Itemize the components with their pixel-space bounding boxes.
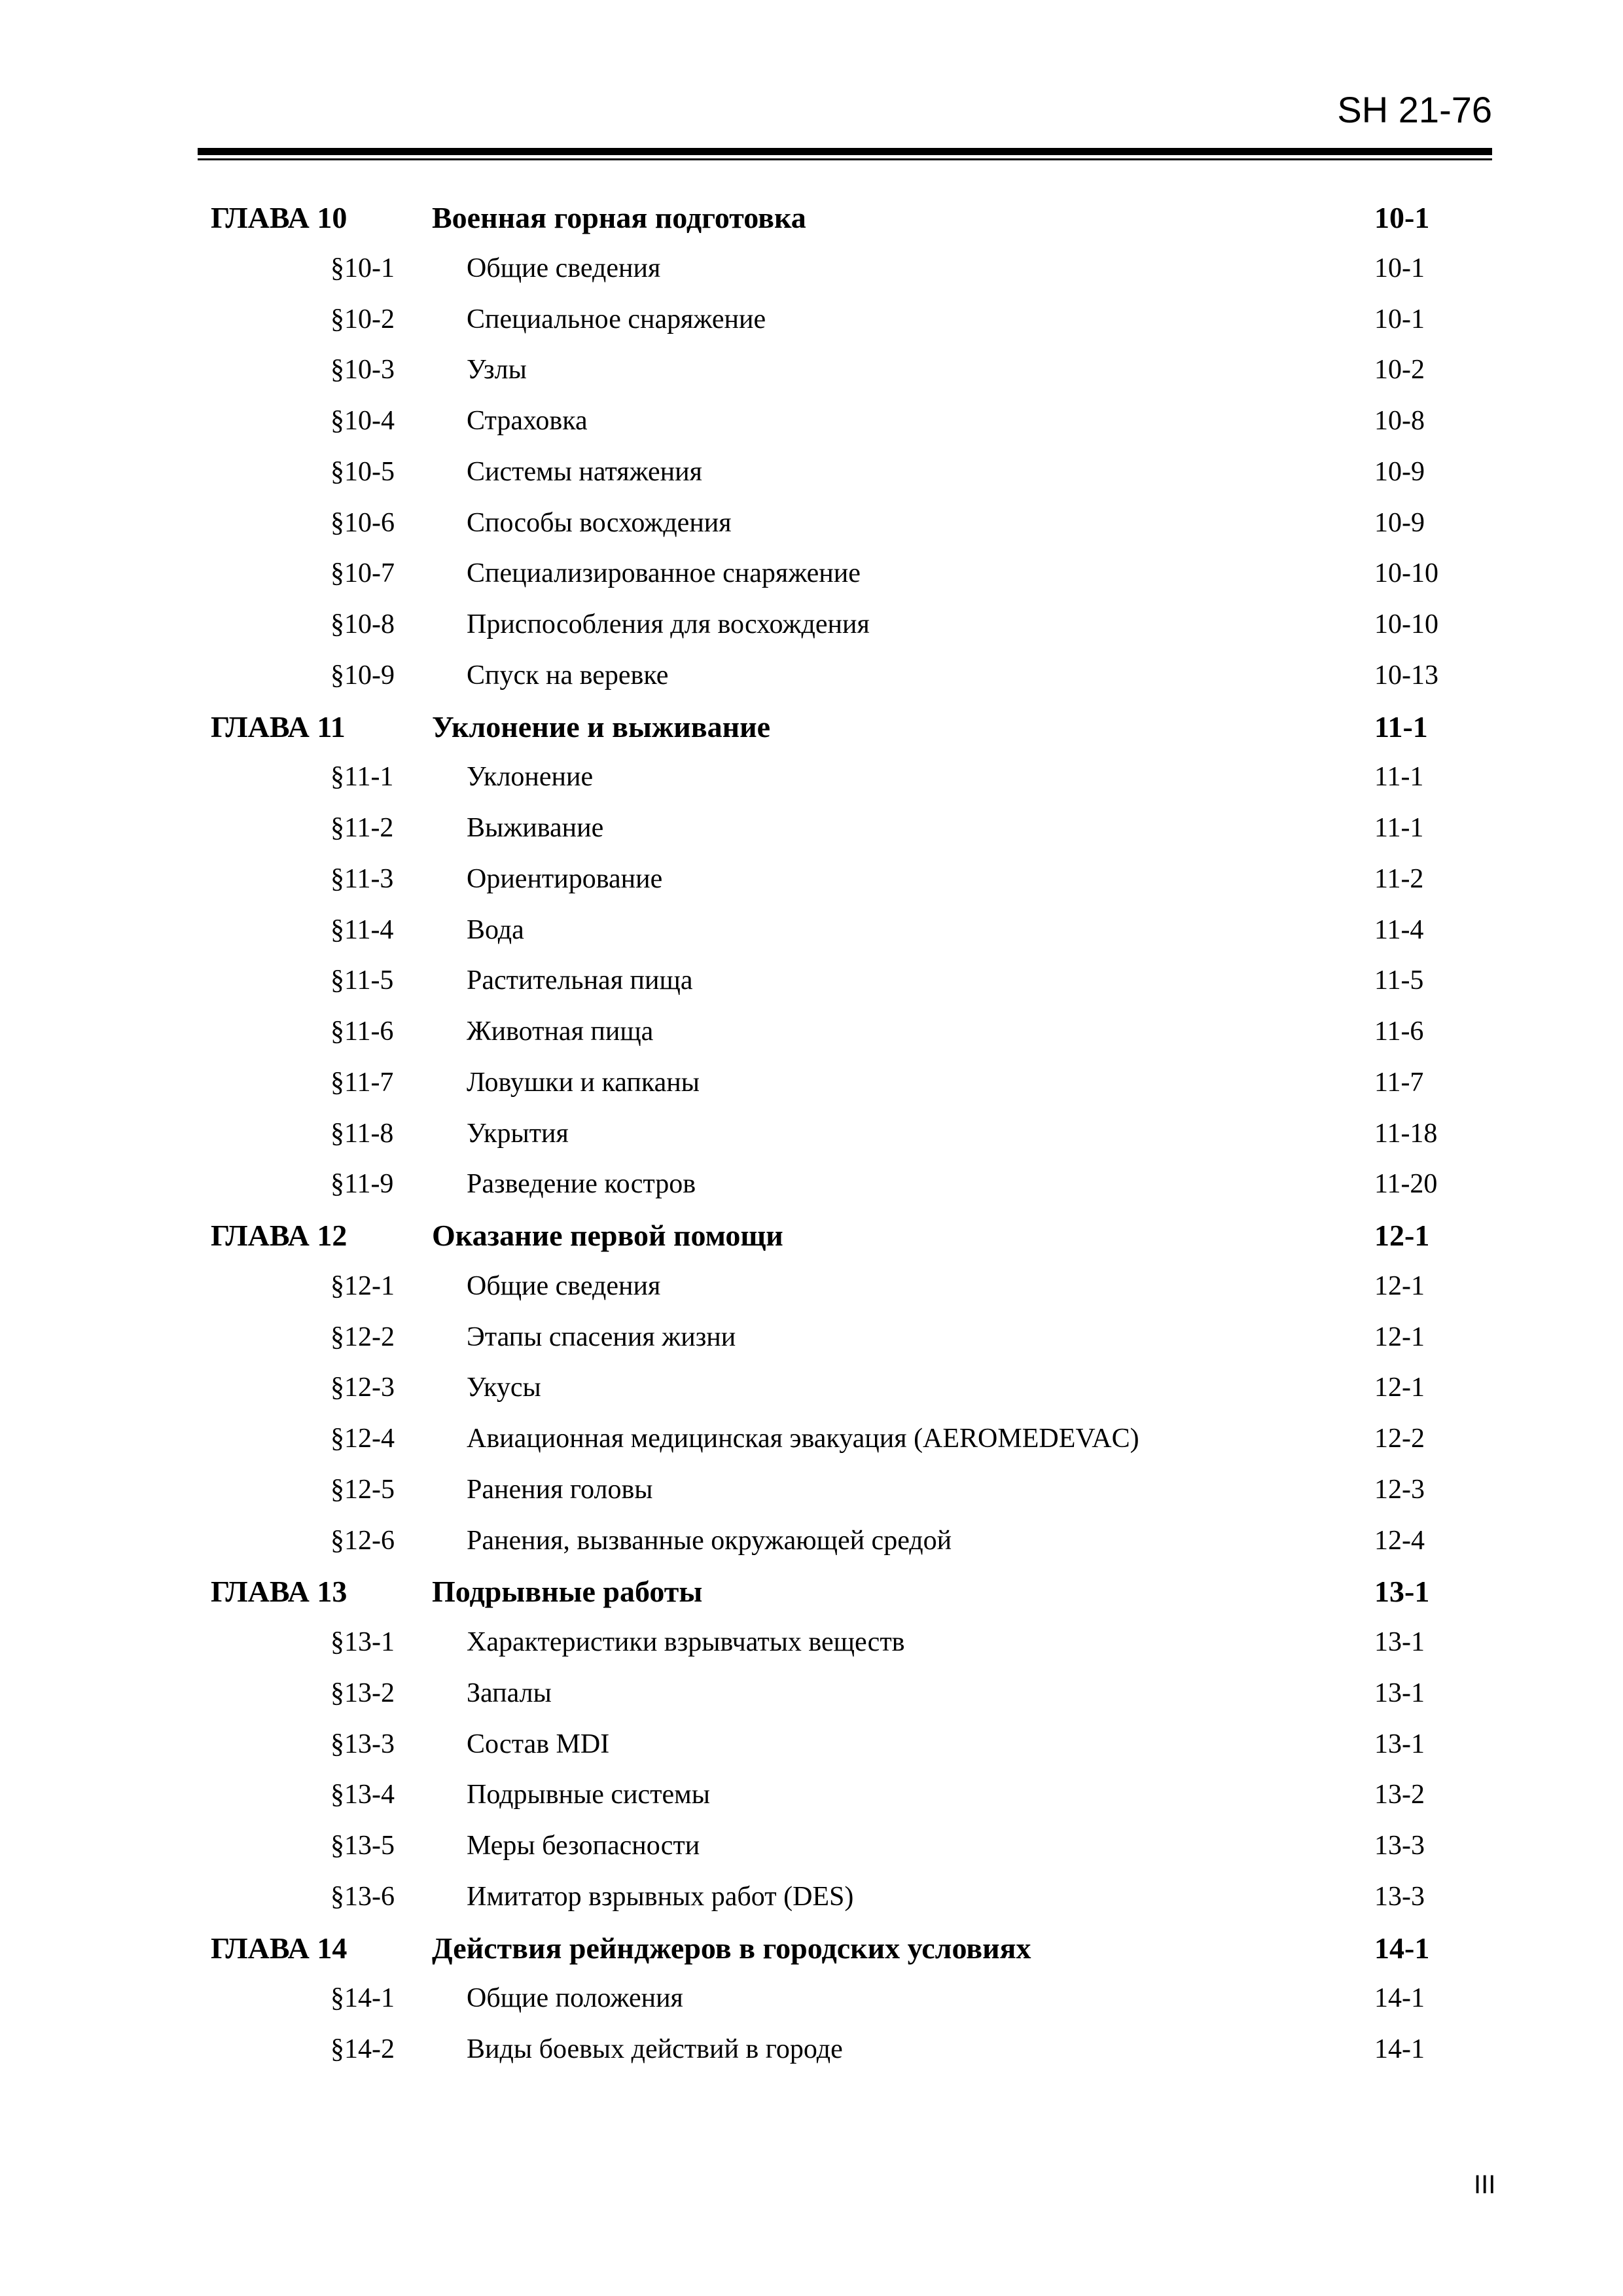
section-title: Имитатор взрывных работ (DES)	[467, 1881, 854, 1912]
toc-section-row[interactable]	[0, 651, 1623, 702]
section-page: 10-10	[1374, 558, 1438, 589]
toc-section-row[interactable]	[0, 803, 1623, 854]
section-number: §10-6	[330, 507, 395, 538]
section-number: §13-6	[330, 1881, 395, 1912]
section-page: 10-2	[1374, 355, 1425, 386]
header-rule-thick	[198, 148, 1492, 155]
toc-section-row[interactable]	[0, 2024, 1623, 2075]
chapter-label: ГЛАВА 11	[211, 709, 346, 744]
section-title: Авиационная медицинская эвакуация (AEROMEDEVAC)	[467, 1424, 1139, 1454]
toc-section-row[interactable]	[0, 752, 1623, 803]
chapter-label: ГЛАВА 14	[211, 1931, 348, 1965]
toc-section-row[interactable]	[0, 1414, 1623, 1465]
section-page: 12-1	[1374, 1270, 1425, 1301]
chapter-title: Подрывные работы	[432, 1575, 703, 1609]
section-title: Общие положения	[467, 1983, 683, 2014]
section-page: 14-1	[1374, 1983, 1425, 2014]
toc-section-row[interactable]	[0, 548, 1623, 600]
section-number: §12-3	[330, 1372, 395, 1403]
section-number: §10-3	[330, 355, 395, 386]
section-number: §13-3	[330, 1729, 395, 1759]
section-title: Выживание	[467, 813, 604, 843]
section-number: §11-3	[330, 863, 394, 894]
section-number: §13-4	[330, 1780, 395, 1810]
section-title: Животная пища	[467, 1016, 654, 1047]
section-number: §13-5	[330, 1831, 395, 1861]
document-code: SH 21-76	[1337, 89, 1492, 130]
section-page: 11-2	[1374, 863, 1424, 894]
toc-chapter-row[interactable]	[0, 1923, 1623, 1974]
chapter-title: Уклонение и выживание	[432, 709, 771, 744]
toc-section-row[interactable]	[0, 1516, 1623, 1567]
section-title: Вода	[467, 914, 524, 945]
toc-section-row[interactable]	[0, 1617, 1623, 1668]
section-page: 10-13	[1374, 660, 1438, 691]
toc-section-row[interactable]	[0, 1363, 1623, 1414]
toc-section-row[interactable]	[0, 447, 1623, 498]
section-title: Общие сведения	[467, 1270, 661, 1301]
section-title: Состав MDI	[467, 1729, 610, 1759]
section-page: 13-1	[1374, 1729, 1425, 1759]
section-number: §11-8	[330, 1118, 394, 1149]
toc-section-row[interactable]	[0, 854, 1623, 905]
section-title: Растительная пища	[467, 965, 693, 996]
chapter-page: 10-1	[1374, 201, 1430, 234]
section-number: §10-8	[330, 609, 395, 639]
section-page: 10-1	[1374, 253, 1425, 283]
toc-chapter-row[interactable]	[0, 702, 1623, 753]
section-number: §10-2	[330, 304, 395, 334]
toc-section-row[interactable]	[0, 1058, 1623, 1109]
section-page: 11-5	[1374, 965, 1424, 996]
header-rule-thin	[198, 158, 1492, 160]
toc-section-row[interactable]	[0, 1719, 1623, 1770]
toc-section-row[interactable]	[0, 1109, 1623, 1160]
section-number: §10-9	[330, 660, 395, 691]
section-number: §14-2	[330, 2034, 395, 2064]
page-number: III	[1474, 2170, 1496, 2199]
section-title: Ранения головы	[467, 1474, 653, 1505]
section-page: 13-3	[1374, 1881, 1425, 1912]
section-title: Разведение костров	[467, 1169, 696, 1200]
toc-section-row[interactable]	[0, 1872, 1623, 1923]
chapter-title: Военная горная подготовка	[432, 201, 806, 234]
section-title: Спуск на веревке	[467, 660, 669, 691]
section-number: §12-5	[330, 1474, 395, 1505]
section-number: §11-2	[330, 813, 394, 843]
section-number: §12-6	[330, 1525, 395, 1556]
section-title: Укусы	[467, 1372, 541, 1403]
section-page: 11-1	[1374, 813, 1424, 843]
section-title: Страховка	[467, 406, 588, 436]
section-page: 13-2	[1374, 1780, 1425, 1810]
section-title: Ориентирование	[467, 863, 663, 894]
chapter-title: Оказание первой помощи	[432, 1219, 783, 1252]
section-title: Способы восхождения	[467, 507, 732, 538]
section-page: 12-3	[1374, 1474, 1425, 1505]
section-number: §13-2	[330, 1677, 395, 1708]
section-page: 12-1	[1374, 1372, 1425, 1403]
section-page: 12-2	[1374, 1424, 1425, 1454]
section-title: Меры безопасности	[467, 1831, 700, 1861]
section-page: 12-4	[1374, 1525, 1425, 1556]
section-number: §13-1	[330, 1627, 395, 1657]
toc-section-row[interactable]	[0, 1159, 1623, 1210]
toc-section-row[interactable]	[0, 1668, 1623, 1719]
section-title: Общие сведения	[467, 253, 661, 283]
section-number: §10-5	[330, 456, 395, 487]
section-title: Виды боевых действий в городе	[467, 2034, 843, 2064]
section-page: 14-1	[1374, 2034, 1425, 2064]
section-number: §11-1	[330, 762, 394, 793]
toc-section-row[interactable]	[0, 243, 1623, 295]
section-number: §10-1	[330, 253, 395, 283]
section-title: Уклонение	[467, 762, 594, 793]
chapter-page: 12-1	[1374, 1219, 1430, 1252]
section-page: 11-7	[1374, 1067, 1424, 1098]
section-page: 10-10	[1374, 609, 1438, 639]
section-page: 13-3	[1374, 1831, 1425, 1861]
section-title: Укрытия	[467, 1118, 569, 1149]
section-page: 10-1	[1374, 304, 1425, 334]
chapter-page: 13-1	[1374, 1575, 1430, 1609]
chapter-title: Действия рейнджеров в городских условиях	[432, 1931, 1031, 1965]
chapter-label: ГЛАВА 13	[211, 1575, 348, 1609]
chapter-page: 14-1	[1374, 1931, 1430, 1965]
section-number: §11-9	[330, 1169, 394, 1200]
toc-section-row[interactable]	[0, 1973, 1623, 2024]
section-title: Специальное снаряжение	[467, 304, 766, 334]
section-number: §10-4	[330, 406, 395, 436]
toc-section-row[interactable]	[0, 1770, 1623, 1821]
toc-section-row[interactable]	[0, 905, 1623, 956]
toc-section-row[interactable]	[0, 295, 1623, 346]
toc-section-row[interactable]	[0, 345, 1623, 396]
section-number: §12-1	[330, 1270, 395, 1301]
section-number: §11-6	[330, 1016, 394, 1047]
section-page: 11-6	[1374, 1016, 1424, 1047]
section-title: Характеристики взрывчатых веществ	[467, 1627, 905, 1657]
chapter-label: ГЛАВА 10	[211, 201, 348, 234]
section-page: 10-9	[1374, 456, 1425, 487]
section-page: 13-1	[1374, 1627, 1425, 1657]
toc-section-row[interactable]	[0, 600, 1623, 651]
toc-section-row[interactable]	[0, 1007, 1623, 1058]
section-title: Подрывные системы	[467, 1780, 710, 1810]
section-title: Узлы	[467, 355, 527, 386]
toc-section-row[interactable]	[0, 956, 1623, 1007]
toc-chapter-row[interactable]	[0, 192, 1623, 243]
toc-section-row[interactable]	[0, 1312, 1623, 1363]
section-title: Запалы	[467, 1677, 552, 1708]
toc-section-row[interactable]	[0, 1821, 1623, 1872]
section-page: 10-8	[1374, 406, 1425, 436]
section-page: 11-20	[1374, 1169, 1438, 1200]
section-title: Этапы спасения жизни	[467, 1321, 736, 1352]
section-title: Специализированное снаряжение	[467, 558, 861, 589]
toc-chapter-row[interactable]	[0, 1566, 1623, 1617]
table-of-contents	[0, 192, 1623, 2075]
section-title: Ранения, вызванные окружающей средой	[467, 1525, 952, 1556]
toc-section-row[interactable]	[0, 498, 1623, 549]
section-title: Системы натяжения	[467, 456, 702, 487]
section-page: 11-18	[1374, 1118, 1438, 1149]
section-page: 13-1	[1374, 1677, 1425, 1708]
section-number: §11-7	[330, 1067, 394, 1098]
section-number: §10-7	[330, 558, 395, 589]
section-number: §11-4	[330, 914, 394, 945]
section-number: §14-1	[330, 1983, 395, 2014]
section-number: §12-4	[330, 1424, 395, 1454]
section-page: 10-9	[1374, 507, 1425, 538]
section-title: Ловушки и капканы	[467, 1067, 700, 1098]
section-page: 11-1	[1374, 762, 1424, 793]
section-number: §12-2	[330, 1321, 395, 1352]
toc-section-row[interactable]	[0, 1465, 1623, 1516]
section-page: 11-4	[1374, 914, 1424, 945]
toc-section-row[interactable]	[0, 1261, 1623, 1312]
section-number: §11-5	[330, 965, 394, 996]
section-title: Приспособления для восхождения	[467, 609, 870, 639]
chapter-page: 11-1	[1374, 709, 1428, 744]
section-page: 12-1	[1374, 1321, 1425, 1352]
toc-section-row[interactable]	[0, 396, 1623, 447]
toc-chapter-row[interactable]	[0, 1210, 1623, 1261]
chapter-label: ГЛАВА 12	[211, 1219, 348, 1252]
